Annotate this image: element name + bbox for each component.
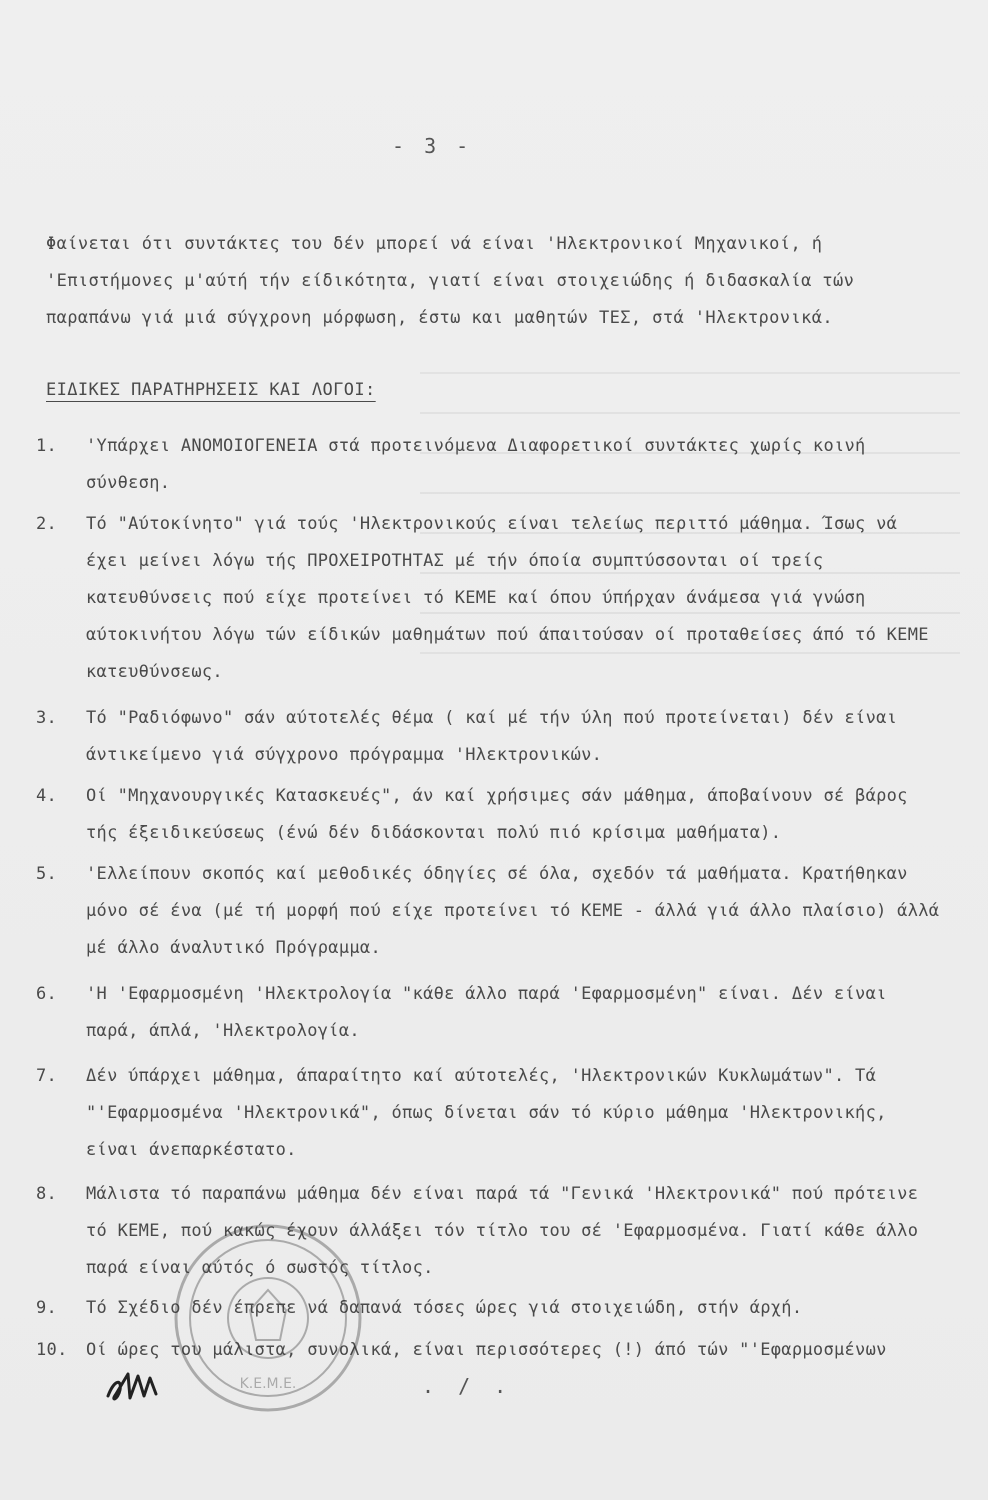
item-text: Τό Σχέδιο δέν έπρεπε νά δαπανά τόσες ώρες γιά στοιχειώδη, στήν άρχή. <box>86 1298 803 1318</box>
item-text: Οί "Μηχανουργικές Κατασκευές", άν καί χρήσιμες σάν μάθημα, άποβαίνουν σέ βάρος τής έξειδικεύσεως (ένώ δέν διδάσκονται πολύ πιό κρίσιμα μαθήματα). <box>86 786 908 843</box>
handwritten-signature <box>100 1360 190 1410</box>
item-text: Τό "Ραδιόφωνο" σάν αύτοτελές θέμα ( καί μέ τήν ύλη πού προτείνεται) δέν είναι άντικείμενο γιά σύγχρονο πρόγραμμα 'Ηλεκτρονικών. <box>86 708 898 765</box>
page-number: - 3 - <box>392 134 473 158</box>
item-number: 3. <box>36 708 58 728</box>
item-number: 5. <box>36 864 58 884</box>
list-item <box>36 976 946 1050</box>
item-number: 10. <box>36 1340 68 1360</box>
continuation-mark: . / . <box>422 1374 513 1398</box>
item-text: 'Υπάρχει ΑΝΟΜΟΙΟΓΕΝΕΙΑ στά προτεινόμενα Διαφορετικοί συντάκτες χωρίς κοινή σύνθεση. <box>86 436 866 493</box>
item-text: 'Η 'Εφαρμοσμένη 'Ηλεκτρολογία "κάθε άλλο παρά 'Εφαρμοσμένη" είναι. Δέν είναι παρά, άπλά, 'Ηλεκτρολογία. <box>86 984 887 1041</box>
item-text: 'Ελλείπουν σκοπός καί μεθοδικές όδηγίες σέ όλα, σχεδόν τά μαθήματα. Κρατήθηκαν μόνο σέ ένα (μέ τή μορφή πού είχε προτείνει τό ΚΕΜΕ - άλλά γιά άλλο πλαίσιο) άλλά μέ άλλο άναλυτικό Πρόγραμμα. <box>86 864 940 958</box>
svg-text:Κ.Ε.Μ.Ε.: Κ.Ε.Μ.Ε. <box>239 1376 297 1392</box>
list-item <box>36 428 946 502</box>
list-item <box>36 700 946 774</box>
item-number: 6. <box>36 984 58 1004</box>
list-item <box>36 1058 946 1169</box>
item-text: Δέν ύπάρχει μάθημα, άπαραίτητο καί αύτοτελές, 'Ηλεκτρονικών Κυκλωμάτων". Τά "'Εφαρμοσμένα 'Ηλεκτρονικά", όπως δίνεται σάν τό κύριο μάθημα 'Ηλεκτρονικής, είναι άνεπαρκέστατο. <box>86 1066 887 1160</box>
item-number: 7. <box>36 1066 58 1086</box>
item-number: 9. <box>36 1298 58 1318</box>
item-text: Μάλιστα τό παραπάνω μάθημα δέν είναι παρά τά "Γενικά 'Ηλεκτρονικά" πού πρότεινε τό ΚΕΜΕ, πού κακώς έχουν άλλάξει τόν τίτλο του σέ 'Εφαρμοσμένα. Γιατί κάθε άλλο παρά είναι αύτός ό σωστός τίτλος. <box>86 1184 919 1278</box>
intro-paragraph: Φαίνεται ότι συντάκτες του δέν μπορεί νά είναι 'Ηλεκτρονικοί Μηχανικοί, ή 'Επιστήμονες μ'αύτή τήν είδικότητα, γιατί είναι στοιχειώδης ή διδασκαλία τών παραπάνω γιά μιά σύγχρονη μόρφωση, έστω και μαθητών ΤΕΣ, στά 'Ηλεκτρονικά. <box>46 234 855 328</box>
item-number: 8. <box>36 1184 58 1204</box>
official-stamp <box>168 1218 368 1418</box>
item-text: Τό "Αύτοκίνητο" γιά τούς 'Ηλεκτρονικούς είναι τελείως περιττό μάθημα. Ίσως νά έχει μείνει λόγω τής ΠΡΟΧΕΙΡΟΤΗΤΑΣ μέ τήν όποία συμπτύσσονται οί τρείς κατευθύνσεις πού είχε προτείνει τό ΚΕΜΕ καί όπου ύπήρχαν άνάμεσα γιά γνώση αύτοκινήτου λόγω τών είδικών μαθημάτων πού άπαιτούσαν οί προταθείσες άπό τό ΚΕΜΕ κατευθύνσεως. <box>86 514 929 682</box>
list-item <box>36 856 946 967</box>
item-text: Οί ώρες του μάλιστα, συνολικά, είναι περισσότερες (!) άπό τών "'Εφαρμοσμένων <box>86 1340 887 1360</box>
list-item <box>36 506 946 691</box>
item-number: 4. <box>36 786 58 806</box>
item-number: 1. <box>36 436 58 456</box>
section-heading: ΕΙΔΙΚΕΣ ΠΑΡΑΤΗΡΗΣΕΙΣ ΚΑΙ ΛΟΓΟΙ: <box>46 380 376 400</box>
item-number: 2. <box>36 514 58 534</box>
list-item <box>36 778 946 852</box>
